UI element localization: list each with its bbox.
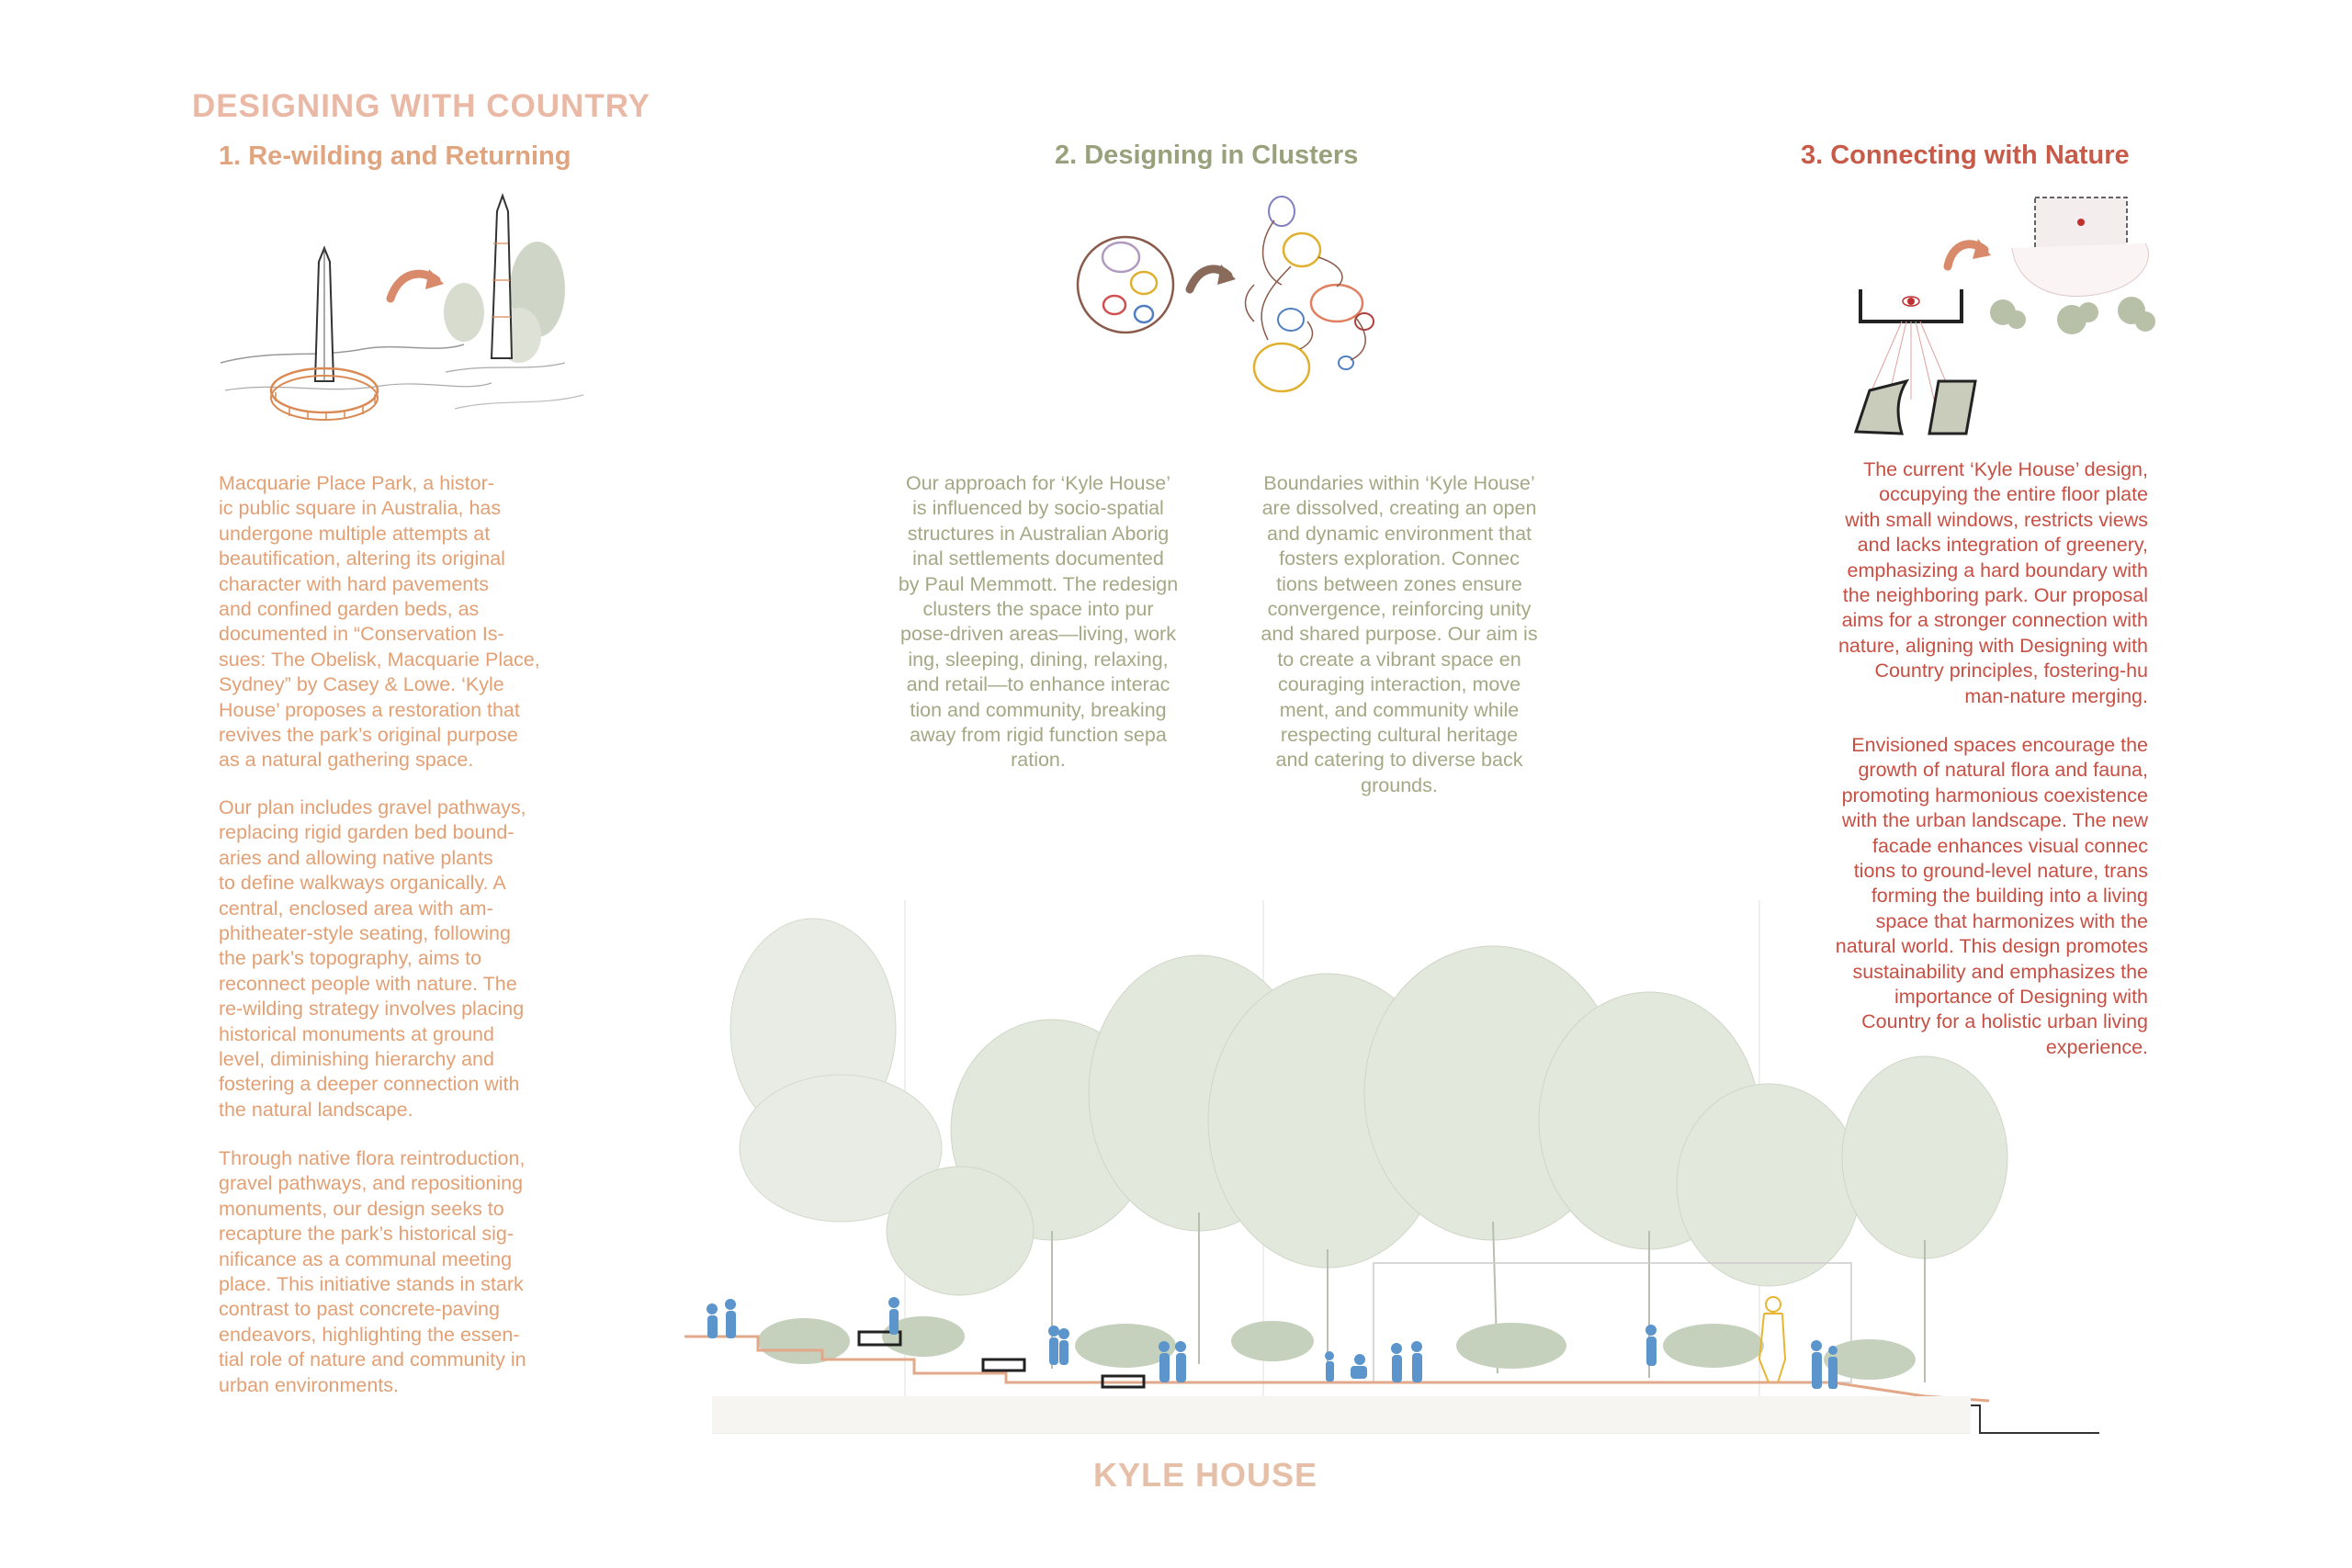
section-3-paragraph-1: The current ‘Kyle House’ design, occupying the entire floor plate with small windows, restricts views and lacks integration of greenery, emphasizing a hard boundary with the neighboring park. Our proposal aims for a stronger connection with nature, aligning with Designing with Country principles, fostering-hu man-nature merging. <box>1838 458 2148 707</box>
section-1-paragraph-1: Macquarie Place Park, a histor- ic public square in Australia, has undergone multiple attempts at beautification, altering its original character with hard pavements and confined garden beds, as documented in “Conservation Is- sues: The Obelisk, Macquarie Place, Sydney” by Casey & Lowe. ‘Kyle House’ proposes a restoration that revives the park’s original purpose as a natural gathering space. <box>219 472 540 772</box>
facade-nature-diagram <box>1851 193 2164 441</box>
section-2-title: 2. Designing in Clusters <box>1055 141 1359 170</box>
kyle-house-label: KYLE HOUSE <box>1093 1456 1318 1494</box>
cluster-bubble-diagram <box>1070 184 1401 404</box>
section-3-title: 3. Connecting with Nature <box>1801 141 2130 170</box>
page-title: DESIGNING WITH COUNTRY <box>192 88 651 124</box>
section-3-paragraph-2: Envisioned spaces encourage the growth of natural flora and fauna, promoting harmonious coexistence with the urban landscape. The new facade enhances visual connec tions to ground-level nature, trans forming the building into a living space that harmonizes with the natural world. This design promotes sustainability and emphasizes the importance of Designing with Country for a holistic urban living experience. <box>1835 734 2148 1058</box>
section-1-paragraph-3: Through native flora reintroduction, gravel pathways, and repositioning monuments, our design seeks to recapture the park’s historical sig- nificance as a communal meeting place. This initiative stands in stark contrast to past concrete-paving endeavors, highlighting the essen- tial role of nature and community in urban environments. <box>219 1147 526 1396</box>
section-1-paragraph-2: Our plan includes gravel pathways, replacing rigid garden bed bound- aries and allowing native plants to define walkways organically. A central, enclosed area with am- phitheater-style seating, following the park’s topography, aims to reconnect people with nature. The re-wilding strategy involves placing historical monuments at ground level, diminishing hierarchy and fostering a deeper connection with the natural landscape. <box>219 796 526 1121</box>
section-1-title: 1. Re-wilding and Returning <box>219 141 571 171</box>
section-2-paragraph-2: Boundaries within ‘Kyle House’ are dissolved, creating an open and dynamic environment that fosters exploration. Connec tions between zones ensure convergence, reinforcing unity and shared purpose. Our aim is to create a vibrant space en couraging interaction, move ment, and community while respecting cultural heritage and catering to diverse back grounds. <box>1261 472 1538 796</box>
section-2-paragraph-1: Our approach for ‘Kyle House’ is influenced by socio-spatial structures in Australian Aborig inal settlements documented by Paul Memmott. The redesign clusters the space into pur pose-driven areas—living, work ing, sleeping, dining, relaxing, and retail—to enhance interac tion and community, breaking away from rigid function sepa ration. <box>898 472 1179 772</box>
park-section-drawing <box>684 882 2118 1451</box>
obelisk-rewilding-diagram <box>216 188 602 427</box>
